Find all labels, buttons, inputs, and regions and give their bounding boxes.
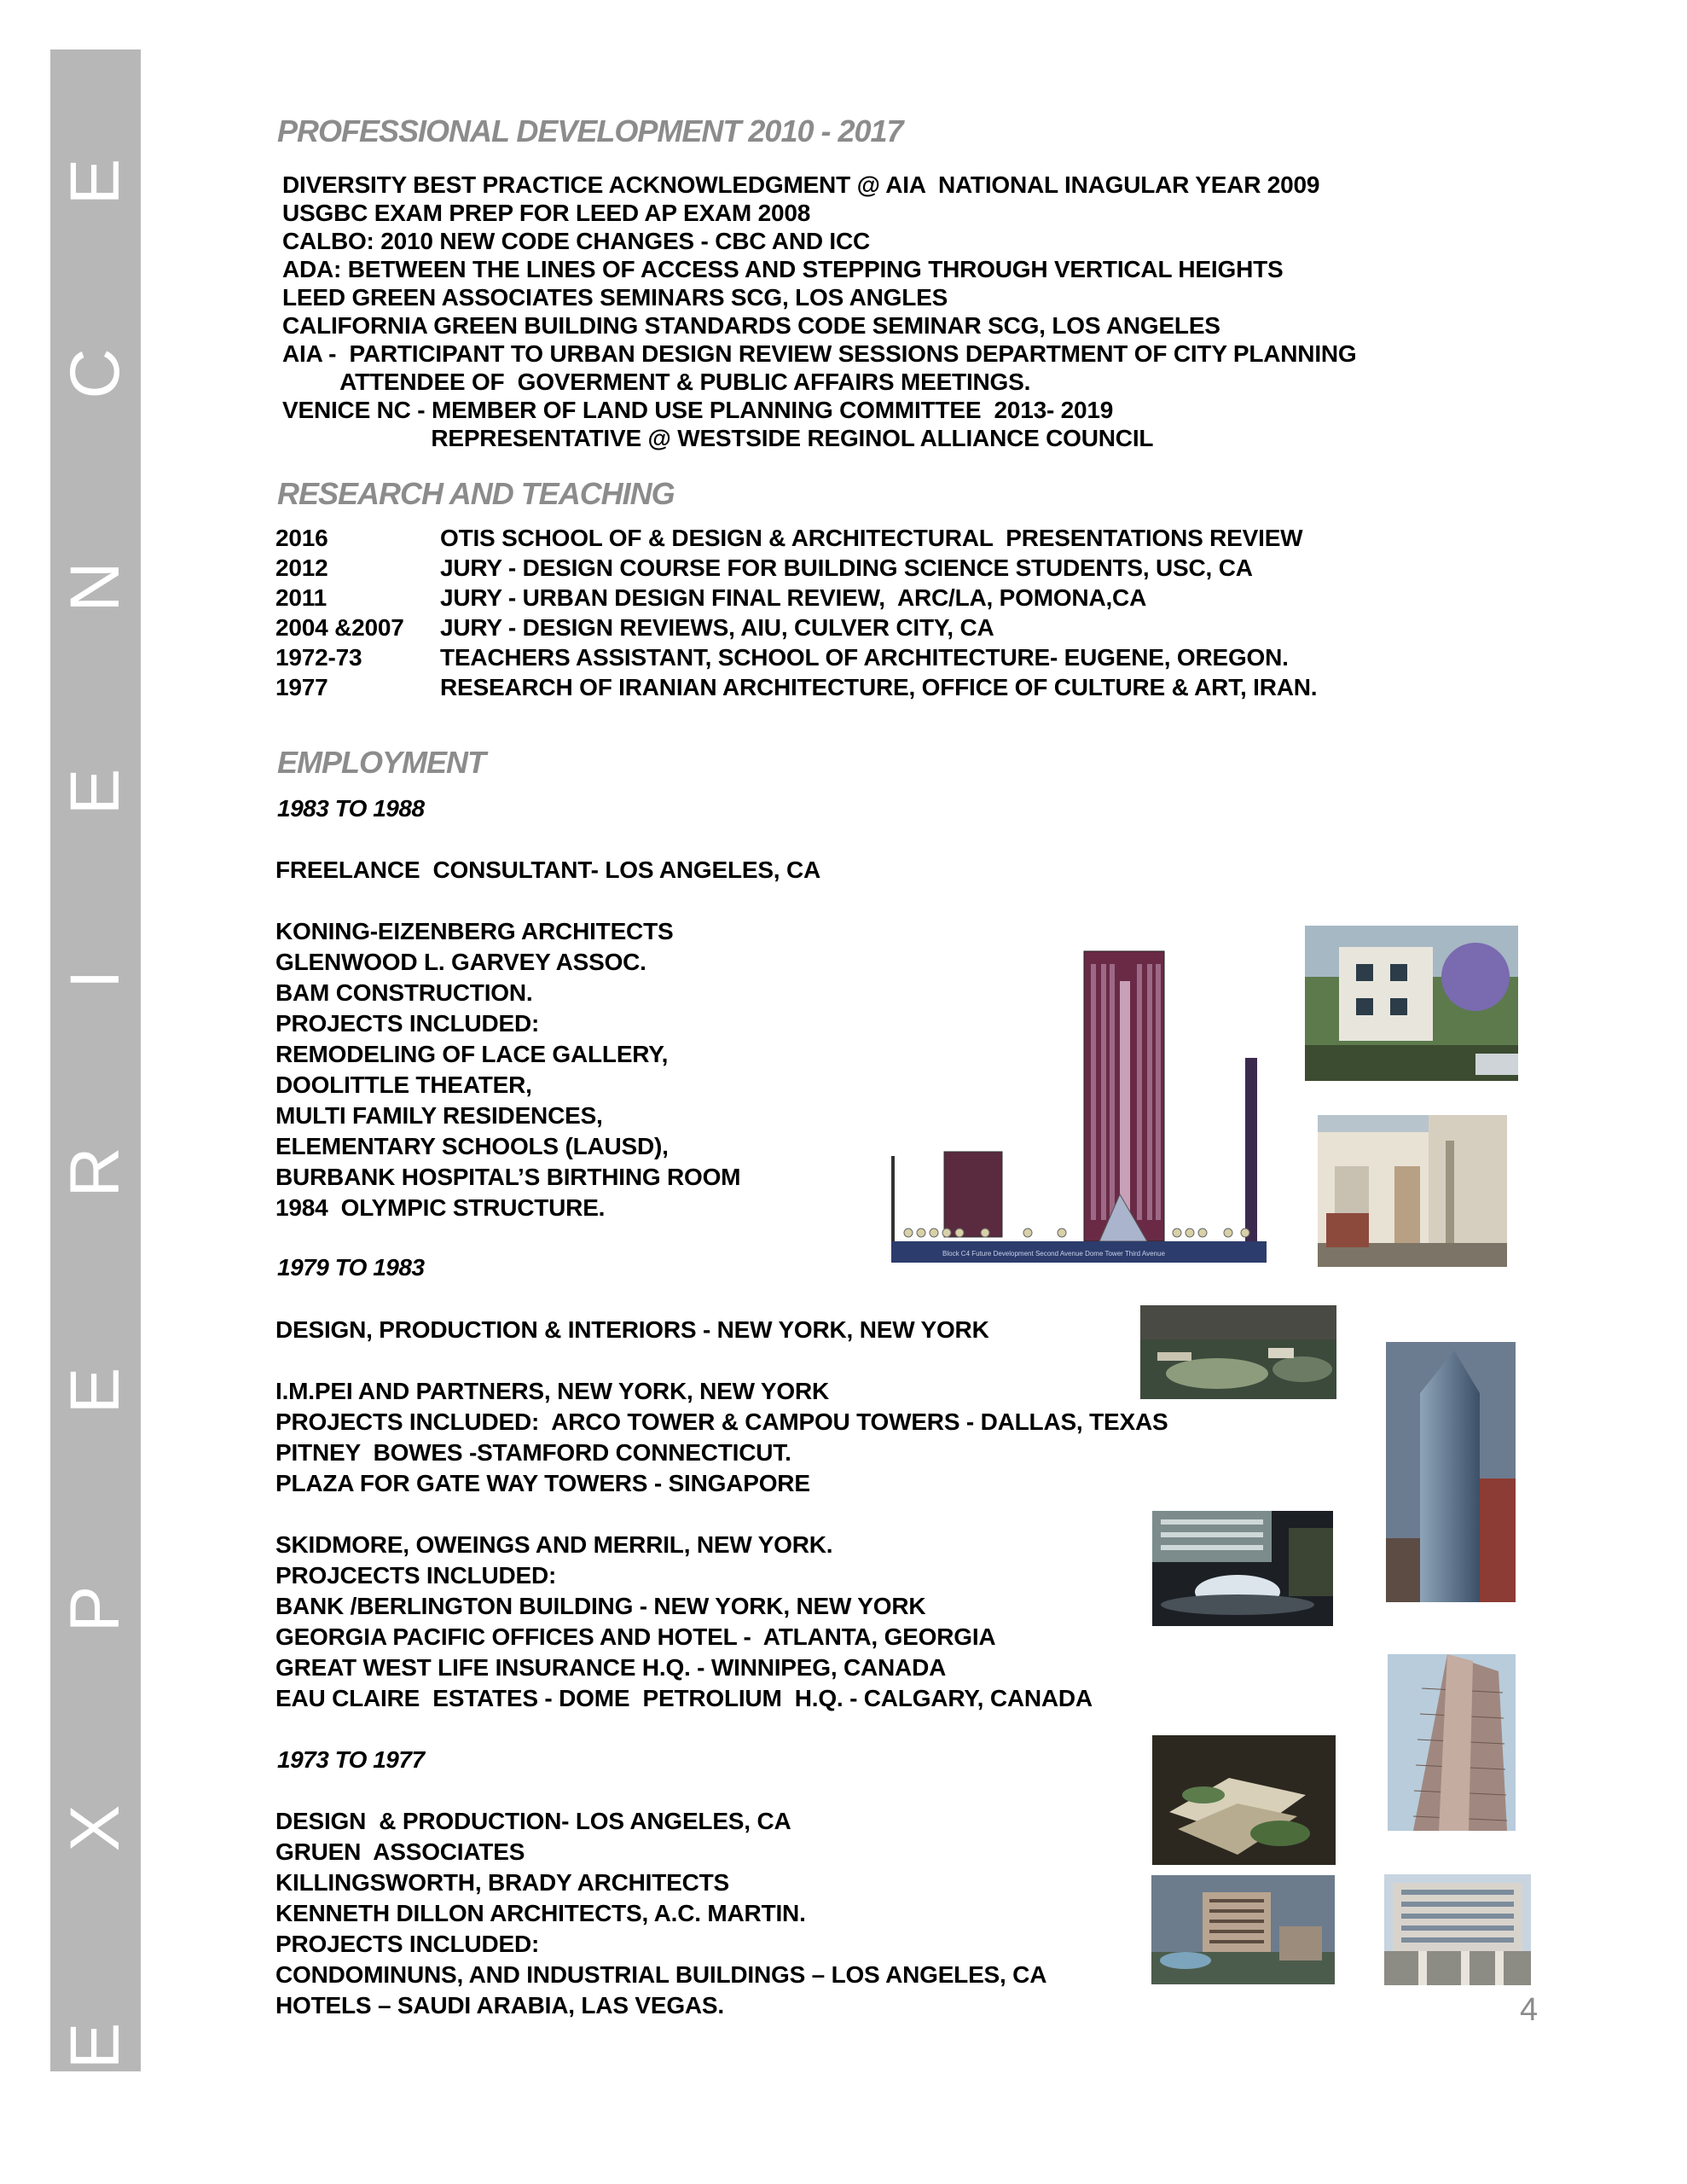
employment-line: EAU CLAIRE ESTATES - DOME PETROLIUM H.Q. - CALGARY, CANADA bbox=[275, 1685, 1093, 1711]
employment-line: BAM CONSTRUCTION. bbox=[275, 979, 533, 1006]
employment-line: CONDOMINUNS, AND INDUSTRIAL BUILDINGS – LOS ANGELES, CA bbox=[275, 1961, 1047, 1988]
employment-line: DESIGN & PRODUCTION- LOS ANGELES, CA bbox=[275, 1808, 791, 1834]
theater-photo bbox=[1318, 1115, 1507, 1267]
hotel-rendering-photo bbox=[1151, 1875, 1335, 1984]
sidebar-letter: C bbox=[56, 348, 134, 399]
pd-line: REPRESENTATIVE @ WESTSIDE REGINOL ALLIANCE COUNCIL bbox=[282, 425, 1154, 451]
rt-desc: JURY - DESIGN COURSE FOR BUILDING SCIENCE STUDENTS, USC, CA bbox=[440, 555, 1253, 581]
employment-line: PROJECTS INCLUDED: bbox=[275, 1931, 540, 1957]
pd-line: AIA - PARTICIPANT TO URBAN DESIGN REVIEW SESSIONS DEPARTMENT OF CITY PLANNING bbox=[282, 340, 1357, 367]
highrise-tower-photo bbox=[1388, 1654, 1516, 1831]
employment-line: KILLINGSWORTH, BRADY ARCHITECTS bbox=[275, 1869, 730, 1896]
employment-line: PLAZA FOR GATE WAY TOWERS - SINGAPORE bbox=[275, 1470, 810, 1496]
sidebar-letter: I bbox=[56, 969, 134, 990]
period-heading: 1979 TO 1983 bbox=[277, 1254, 425, 1281]
employment-line: PROJECTS INCLUDED: ARCO TOWER & CAMPOU TOWERS - DALLAS, TEXAS bbox=[275, 1409, 1168, 1435]
professional-development-title: PROFESSIONAL DEVELOPMENT 2010 - 2017 bbox=[277, 113, 903, 148]
employment-line: BURBANK HOSPITAL’S BIRTHING ROOM bbox=[275, 1164, 741, 1190]
rt-year: 2012 bbox=[275, 555, 328, 581]
employment-line: KENNETH DILLON ARCHITECTS, A.C. MARTIN. bbox=[275, 1900, 806, 1926]
office-building-photo bbox=[1384, 1874, 1531, 1985]
rt-desc: OTIS SCHOOL OF & DESIGN & ARCHITECTURAL PRESENTATIONS REVIEW bbox=[440, 525, 1303, 551]
page-number: 4 bbox=[1520, 1992, 1539, 2028]
sidebar-letter: E bbox=[56, 1367, 134, 1414]
pd-line: USGBC EXAM PREP FOR LEED AP EXAM 2008 bbox=[282, 200, 811, 226]
house-photo bbox=[1305, 926, 1518, 1081]
pd-line: CALIFORNIA GREEN BUILDING STANDARDS CODE SEMINAR SCG, LOS ANGELES bbox=[282, 312, 1220, 339]
employment-line: BANK /BERLINGTON BUILDING - NEW YORK, NEW YORK bbox=[275, 1593, 926, 1619]
employment-line: DESIGN, PRODUCTION & INTERIORS - NEW YORK, NEW YORK bbox=[275, 1316, 989, 1343]
rt-year: 2004 &2007 bbox=[275, 614, 404, 641]
employment-line: MULTI FAMILY RESIDENCES, bbox=[275, 1102, 603, 1129]
employment-line: KONING-EIZENBERG ARCHITECTS bbox=[275, 918, 674, 944]
pd-line: LEED GREEN ASSOCIATES SEMINARS SCG, LOS ANGLES bbox=[282, 284, 948, 311]
period-heading: 1983 TO 1988 bbox=[277, 795, 425, 822]
pd-line: VENICE NC - MEMBER OF LAND USE PLANNING COMMITTEE 2013- 2019 bbox=[282, 397, 1114, 423]
elevation-caption: Block C4 Future Development Second Avenue Dome Tower Third Avenue bbox=[942, 1250, 1165, 1258]
rt-desc: JURY - URBAN DESIGN FINAL REVIEW, ARC/LA, POMONA,CA bbox=[440, 584, 1147, 611]
employment-line: GREAT WEST LIFE INSURANCE H.Q. - WINNIPEG, CANADA bbox=[275, 1654, 947, 1681]
fountain-photo bbox=[1152, 1511, 1333, 1626]
pd-line: CALBO: 2010 NEW CODE CHANGES - CBC AND ICC bbox=[282, 228, 871, 254]
employment-line: 1984 OLYMPIC STRUCTURE. bbox=[275, 1194, 606, 1221]
employment-title: EMPLOYMENT bbox=[277, 745, 486, 780]
employment-line: ELEMENTARY SCHOOLS (LAUSD), bbox=[275, 1133, 669, 1159]
rt-desc: TEACHERS ASSISTANT, SCHOOL OF ARCHITECTURE- EUGENE, OREGON. bbox=[440, 644, 1289, 671]
rt-year: 1977 bbox=[275, 674, 328, 700]
aerial-model-photo bbox=[1140, 1305, 1336, 1399]
employment-line: PROJECTS INCLUDED: bbox=[275, 1010, 540, 1037]
rt-year: 2016 bbox=[275, 525, 328, 551]
research-teaching-title: RESEARCH AND TEACHING bbox=[277, 476, 675, 511]
sidebar-letter: E bbox=[56, 768, 134, 816]
rt-desc: JURY - DESIGN REVIEWS, AIU, CULVER CITY, CA bbox=[440, 614, 994, 641]
employment-line: GEORGIA PACIFIC OFFICES AND HOTEL - ATLANTA, GEORGIA bbox=[275, 1623, 996, 1650]
rt-year: 2011 bbox=[275, 584, 327, 611]
rt-year: 1972-73 bbox=[275, 644, 362, 671]
sidebar-letter: E bbox=[56, 158, 134, 206]
employment-line: GRUEN ASSOCIATES bbox=[275, 1838, 525, 1865]
pd-line: ADA: BETWEEN THE LINES OF ACCESS AND STEPPING THROUGH VERTICAL HEIGHTS bbox=[282, 256, 1284, 282]
pd-line: DIVERSITY BEST PRACTICE ACKNOWLEDGMENT @ AIA NATIONAL INAGULAR YEAR 2009 bbox=[282, 171, 1320, 198]
glass-tower-photo bbox=[1386, 1342, 1516, 1602]
site-model-photo bbox=[1152, 1735, 1336, 1865]
sidebar-letter: X bbox=[56, 1804, 134, 1852]
tower-elevation-drawing bbox=[891, 947, 1267, 1263]
employment-line: SKIDMORE, OWEINGS AND MERRIL, NEW YORK. bbox=[275, 1531, 833, 1558]
employment-line: PITNEY BOWES -STAMFORD CONNECTICUT. bbox=[275, 1439, 791, 1466]
sidebar-letter: E bbox=[56, 2022, 134, 2070]
employment-line: HOTELS – SAUDI ARABIA, LAS VEGAS. bbox=[275, 1992, 724, 2018]
rt-desc: RESEARCH OF IRANIAN ARCHITECTURE, OFFICE OF CULTURE & ART, IRAN. bbox=[440, 674, 1318, 700]
employment-line: REMODELING OF LACE GALLERY, bbox=[275, 1041, 669, 1067]
sidebar-letter: N bbox=[56, 561, 134, 613]
employment-line: PROJCECTS INCLUDED: bbox=[275, 1562, 557, 1589]
sidebar-letter: P bbox=[56, 1585, 134, 1633]
employment-line: FREELANCE CONSULTANT- LOS ANGELES, CA bbox=[275, 857, 820, 883]
sidebar-letter: R bbox=[56, 1147, 134, 1198]
period-heading: 1973 TO 1977 bbox=[277, 1746, 425, 1773]
employment-line: GLENWOOD L. GARVEY ASSOC. bbox=[275, 949, 646, 975]
employment-line: I.M.PEI AND PARTNERS, NEW YORK, NEW YORK bbox=[275, 1378, 830, 1404]
employment-line: DOOLITTLE THEATER, bbox=[275, 1072, 532, 1098]
pd-line: ATTENDEE OF GOVERMENT & PUBLIC AFFAIRS MEETINGS. bbox=[282, 369, 1031, 395]
sidebar-band bbox=[50, 49, 141, 2071]
